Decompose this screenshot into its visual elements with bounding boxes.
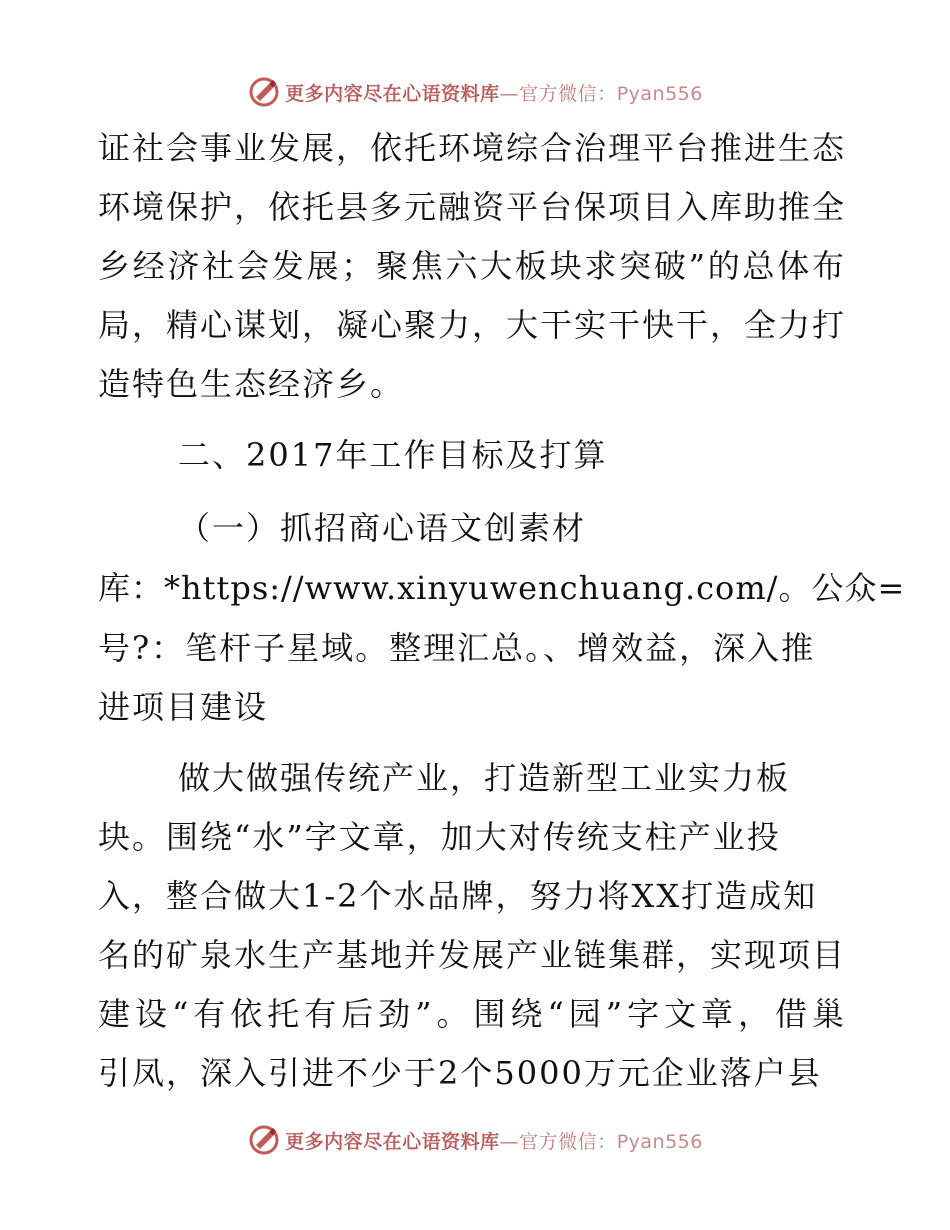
paragraph-line: 环境保护，依托县多元融资平台保项目入库助推全 [98, 188, 847, 226]
watermark-text: 更多内容尽在心语资料库—官方微信：Pyan556 [285, 1130, 703, 1153]
paragraph-line: 造特色生态经济乡。 [98, 365, 405, 403]
paragraph-line: 进项目建设 [98, 688, 269, 726]
paragraph-line: 做大做强传统产业，打造新型工业实力板 [178, 759, 791, 797]
subsection-heading: （一）抓招商心语文创素材 [178, 509, 587, 547]
paragraph-line: 证社会事业发展，依托环境综合治理平台推进生态 [98, 129, 847, 167]
paragraph-line: 建设“有依托有后劲”。围绕“园”字文章，借巢 [98, 995, 846, 1033]
paragraph-line: 号?：笔杆子星域。整理汇总。、增效益，深入推 [98, 629, 816, 667]
paragraph-line: 乡经济社会发展；聚焦六大板块求突破”的总体布 [98, 247, 846, 285]
brand-logo-icon [247, 75, 281, 109]
paragraph-line: 块。围绕“水”字文章，加大对传统支柱产业投 [98, 818, 781, 856]
section-heading: 二、2017年工作目标及打算 [178, 436, 608, 474]
paragraph-line: 局，精心谋划，凝心聚力，大干实干快干，全力打 [98, 306, 847, 344]
footer-watermark [0, 1120, 950, 1160]
paragraph-line: 名的矿泉水生产基地并发展产业链集群，实现项目 [98, 936, 847, 974]
brand-logo-icon [247, 1123, 281, 1157]
watermark-text: 更多内容尽在心语资料库—官方微信：Pyan556 [285, 82, 703, 105]
paragraph-line: 引凤，深入引进不少于2个5000万元企业落户县 [98, 1054, 822, 1092]
header-watermark [0, 72, 950, 112]
paragraph-line: 入，整合做大1-2个水品牌，努力将XX打造成知 [98, 877, 818, 915]
paragraph-line: 库：*https://www.xinyuwenchuang.com/。公众= [98, 569, 906, 607]
